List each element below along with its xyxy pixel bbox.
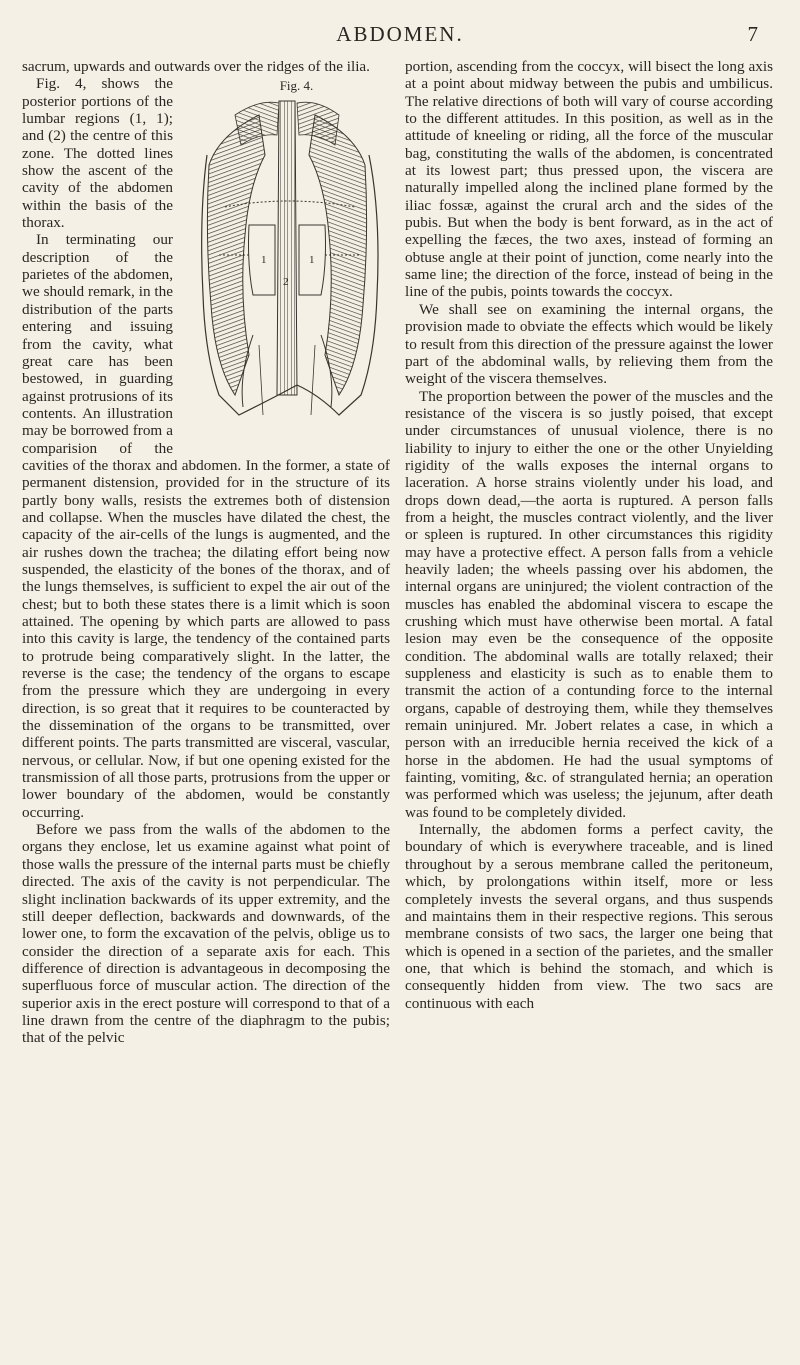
page-header xyxy=(0,22,800,54)
left-paragraph-3: In terminating our description of the parietes of the abdomen, we should remark, in the distribution of the parts entering and issuing from the cavity, what great care has been bestowed, in guarding against protrusions of its contents. An illustration may be borrowed from a comparision of the cavities of the thorax and abdomen. In the former, a state of permanent distension, provided for in the structure of its partly bony walls, resists the extremes both of distension and collapse. When the muscles have dilated the chest, the capacity of the air-cells of the lungs is augmented, and the air rushes down the trachea; the dilating effort being now suspended, the elasticity of the bones of the thorax, and of the lungs themselves, is sufficient to expel the air out of the chest; but to both these states there is a limit which is soon attained. The opening by which parts are allowed to pass into this cavity is large, the tendency of the contained parts to protrude being comparatively slight. In the latter, the reverse is the case; the tendency of the organs to escape from the pressure which they are undergoing in every direction, is so great that it requires to be counteracted by the dissemination of the organs to be transmitted, over different points. The parts transmitted are visceral, vascular, nervous, or cellular. Now, if but one opening existed for the transmission of all those parts, protrusions from the upper or lower boundary of the abdomen, would be constantly occurring. xyxy=(22,231,390,821)
region-label-centre: 2 xyxy=(283,276,289,289)
left-paragraph-2: Fig. 4, shows the posterior portions of the lumbar regions (1, 1); and (2) the centre of this zone. The dotted lines show the ascent of the cavity of the abdomen within the basis of the thorax. xyxy=(22,75,173,232)
figure-caption: Fig. 4. xyxy=(279,78,314,94)
region-label-left: 1 xyxy=(261,254,267,267)
running-head: ABDOMEN. xyxy=(336,22,464,46)
right-paragraph-2: We shall see on examining the internal organs, the provision made to obviate the effects which would be likely to result from this direction of the pressure against the lower part of the abdominal walls, by relieving them from the weight of the viscera themselves. xyxy=(405,300,773,388)
left-column xyxy=(22,58,390,1047)
figure-4-illustration xyxy=(179,95,394,435)
right-paragraph-1: portion, ascending from the coccyx, will bisect the long axis at a point about midway between the pubis and umbilicus. The relative directions of both will vary of course according to the different attitudes. In this position, as well as in the attitude of kneeling or riding, all the force of the muscular bag, constituting the walls of the abdomen, is concentrated at its lowest part; thus pressed upon, the viscera are naturally impelled along the inclined plane formed by the iliac fossæ, against the crural arch and the sides of the pubis. But when the body is bent forward, as in the act of expelling the fæces, the two axes, instead of forming an obtuse angle at their point of junction, come nearly into the same line; the direction of the force, instead of being in the line of the pubis, points towards the coccyx. xyxy=(405,58,773,301)
page-number: 7 xyxy=(747,22,758,46)
left-paragraph-1: sacrum, upwards and outwards over the ridges of the ilia. xyxy=(22,58,370,75)
left-paragraph-4: Before we pass from the walls of the abdomen to the organs they enclose, let us examine against what point of those walls the pressure of the internal parts must be chiefly directed. The axis of the cavity is not perpendicular. The slight inclination backwards of its upper extremity, and the still deeper deflection, backwards and downwards, of the lower one, to form the excavation of the pelvis, oblige us to consider the direction of a separate axis for each. This difference of direction is advantageous in decomposing the superfluous force of muscular action. The direction of the superior axis in the erect posture will correspond to that of a line drawn from the centre of the diaphragm to the pubis; that of the pelvic xyxy=(22,821,390,1047)
figure-4 xyxy=(179,79,394,441)
region-label-right: 1 xyxy=(309,254,315,267)
right-paragraph-4: Internally, the abdomen forms a perfect cavity, the boundary of which is everywhere traceable, and is lined throughout by a serous membrane called the peritoneum, which, by prolongations within itself, more or less completely invests the several organs, and thus suspends and maintains them in their respective regions. This serous membrane consists of two sacs, the larger one being that which is opened in a section of the parietes, and the smaller one, that which is behind the stomach, and which is consequently hidden from view. The two sacs are continuous with each xyxy=(405,821,773,1012)
spine xyxy=(277,101,297,395)
right-paragraph-3: The proportion between the power of the muscles and the resistance of the viscera is so justly poised, that except under circumstances of unusual violence, there is no liability to injury to either the one or the other Unyielding rigidity of the walls exposes the internal organs to laceration. A horse strains violently under his load, and drops down dead,—the aorta is ruptured. A person falls from a height, the muscles contract violently, and the liver or spleen is ruptured. In other circumstances this rigidity may have a protective effect. A person falls from a vehicle heavily laden; the wheels passing over his abdomen, the internal organs are uninjured; the violent contraction of the muscles has enabled the abdominal viscera to escape the crushing which must have otherwise been mortal. A fatal lesion may even be the consequence of the opposite condition. The abdominal walls are totally relaxed; their suppleness and elasticity is such as to enable them to transmit the action of a contunding force to the internal organs, capable of destroying them, while they themselves remain uninjured. Mr. Jobert relates a case, in which a person with an irreducible hernia received the kick of a horse in the abdomen. He had the usual symptoms of fainting, vomiting, &c. of strangulated hernia; an operation was performed which was useless; the jejunum, after death was found to be completely divided. xyxy=(405,387,773,821)
right-column xyxy=(405,58,773,1012)
